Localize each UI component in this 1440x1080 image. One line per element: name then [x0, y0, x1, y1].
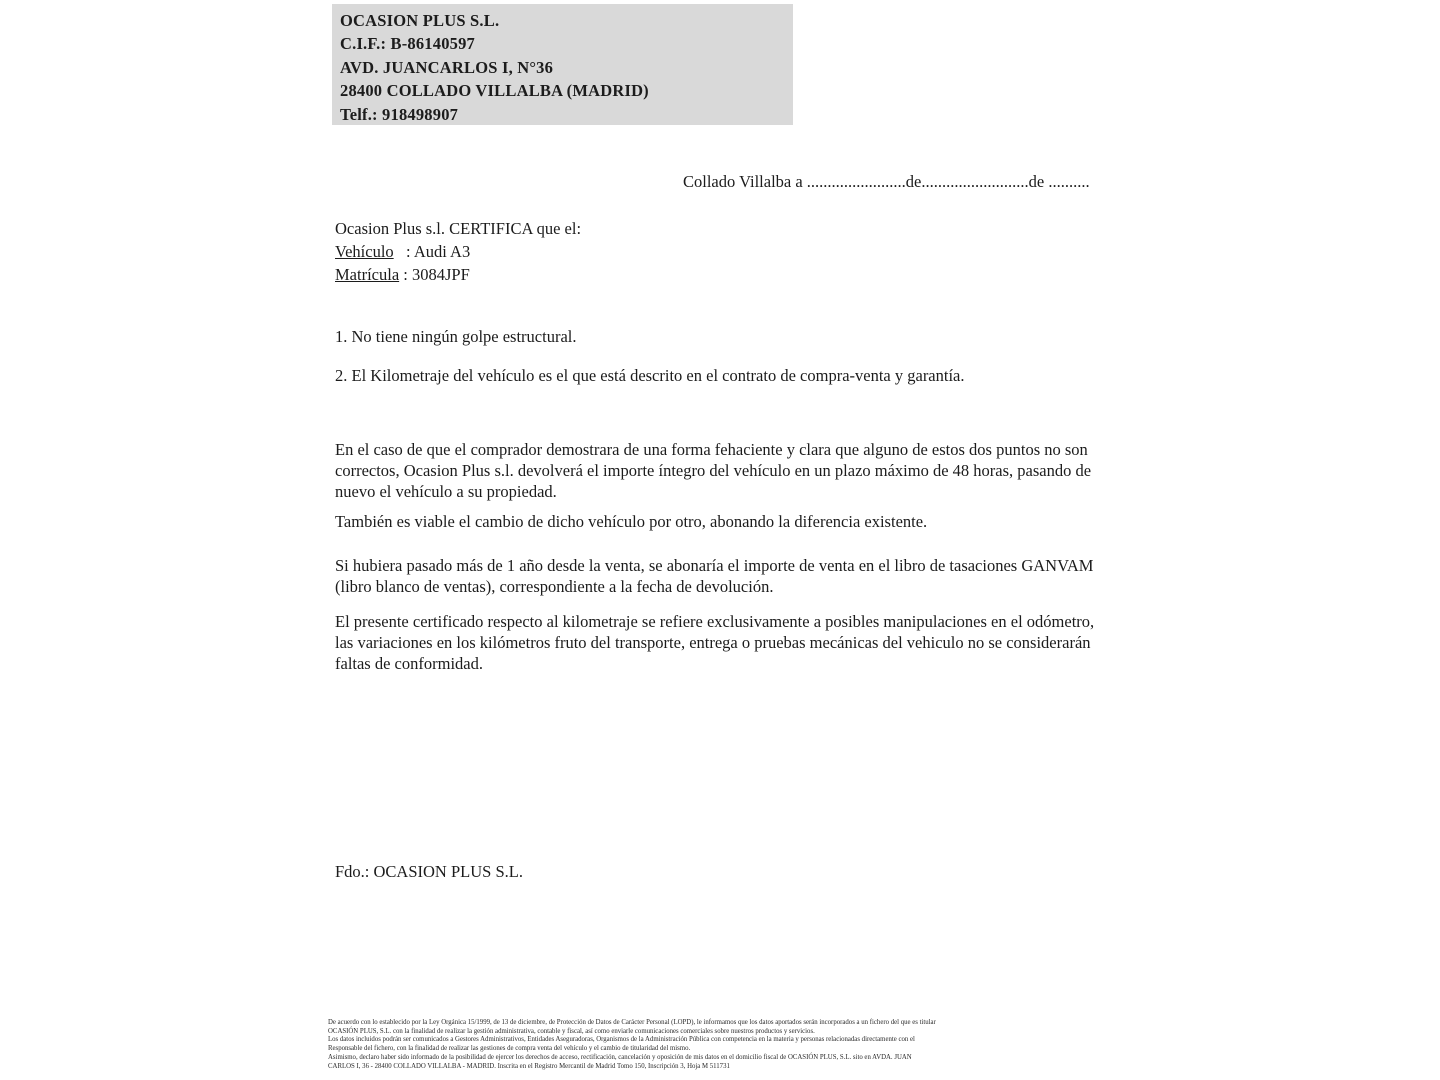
- legal-line-4: Responsable del fichero, con la finalidad de realizar las gestiones de compra venta del vehículo y el cambio de titularidad del mismo.: [328, 1045, 691, 1053]
- legal-fine-print: [328, 1019, 1128, 1071]
- company-cif: C.I.F.: B-86140597: [340, 34, 475, 54]
- refund-terms-paragraph: En el caso de que el comprador demostrara de una forma fehaciente y clara que alguno de estos dos puntos no son correctos, Ocasion Plus s.l. devolverá el importe íntegro del vehículo en un plazo máximo de 48 horas, pasando de nuevo el vehículo a su propiedad.: [335, 440, 1092, 501]
- vehicle-field: [335, 240, 581, 263]
- company-header-box: [332, 4, 793, 125]
- company-name: OCASION PLUS S.L.: [340, 11, 500, 30]
- plate-field-separator: :: [399, 265, 412, 284]
- plate-field-value: 3084JPF: [411, 265, 470, 284]
- certification-intro: Ocasion Plus s.l. CERTIFICA que el:: [335, 219, 582, 238]
- certified-point-2: 2. El Kilometraje del vehículo es el que está descrito en el contrato de compra-venta y garantía.: [335, 366, 965, 385]
- certification-block: [335, 217, 581, 286]
- company-phone: Telf.: 918498907: [340, 104, 459, 124]
- one-year-terms-paragraph: Si hubiera pasado más de 1 año desde la venta, se abonaría el importe de venta en el libro de tasaciones GANVAM (libro blanco de ventas), correspondiente a la fecha de devolución.: [335, 556, 1094, 596]
- certified-point-1: 1. No tiene ningún golpe estructural.: [335, 327, 577, 346]
- vehicle-field-label: Vehículo: [335, 242, 394, 261]
- legal-line-6: CARLOS I, 36 - 28400 COLLADO VILLALBA - MADRID. Inscrita en el Registro Mercantil de Madrid Tomo 150, Inscripción 3, Hoja M 511731: [328, 1062, 730, 1070]
- legal-line-3: Los datos incluidos podrán ser comunicados a Gestores Administrativos, Entidades Aseguradoras, Organismos de la Administración Pública con competencia en la materia y personas relacionadas directamente con el: [328, 1036, 915, 1044]
- vehicle-field-separator: :: [393, 242, 414, 261]
- plate-field-label: Matrícula: [335, 265, 400, 284]
- legal-line-2: OCASIÓN PLUS, S.L. con la finalidad de realizar la gestión administrativa, contable y fiscal, así como enviarle comunicaciones comerciales sobre nuestros productos y servicios.: [328, 1027, 815, 1035]
- legal-line-5: Asimismo, declaro haber sido informado de la posibilidad de ejercer los derechos de acceso, rectificación, cancelación y oposición de mis datos en el domicilio fiscal de OCASIÓN PLUS, S.L. sito en AVDA. JUAN: [328, 1053, 912, 1061]
- date-fill-in-line: Collado Villalba a ........................de..........................de ..........: [683, 172, 1090, 191]
- legal-line-1: De acuerdo con lo establecido por la Ley Orgánica 15/1999, de 13 de diciembre, de Protección de Datos de Carácter Personal (LOPD), le informamos que los datos aportados serán incorporados a un fichero del que es titular: [328, 1019, 936, 1026]
- company-city: 28400 COLLADO VILLALBA (MADRID): [340, 81, 649, 101]
- company-address: AVD. JUANCARLOS I, N°36: [340, 57, 554, 77]
- vehicle-field-value: Audi A3: [413, 242, 471, 261]
- signature-line: Fdo.: OCASION PLUS S.L.: [335, 862, 523, 881]
- odometer-disclaimer-paragraph: El presente certificado respecto al kilometraje se refiere exclusivamente a posibles manipulaciones en el odómetro, las variaciones en los kilómetros fruto del transporte, entrega o pruebas mecánicas del vehiculo no se considerarán faltas de conformidad.: [335, 612, 1095, 673]
- plate-field: [335, 263, 581, 286]
- exchange-terms-paragraph: También es viable el cambio de dicho vehículo por otro, abonando la diferencia existente.: [335, 512, 928, 531]
